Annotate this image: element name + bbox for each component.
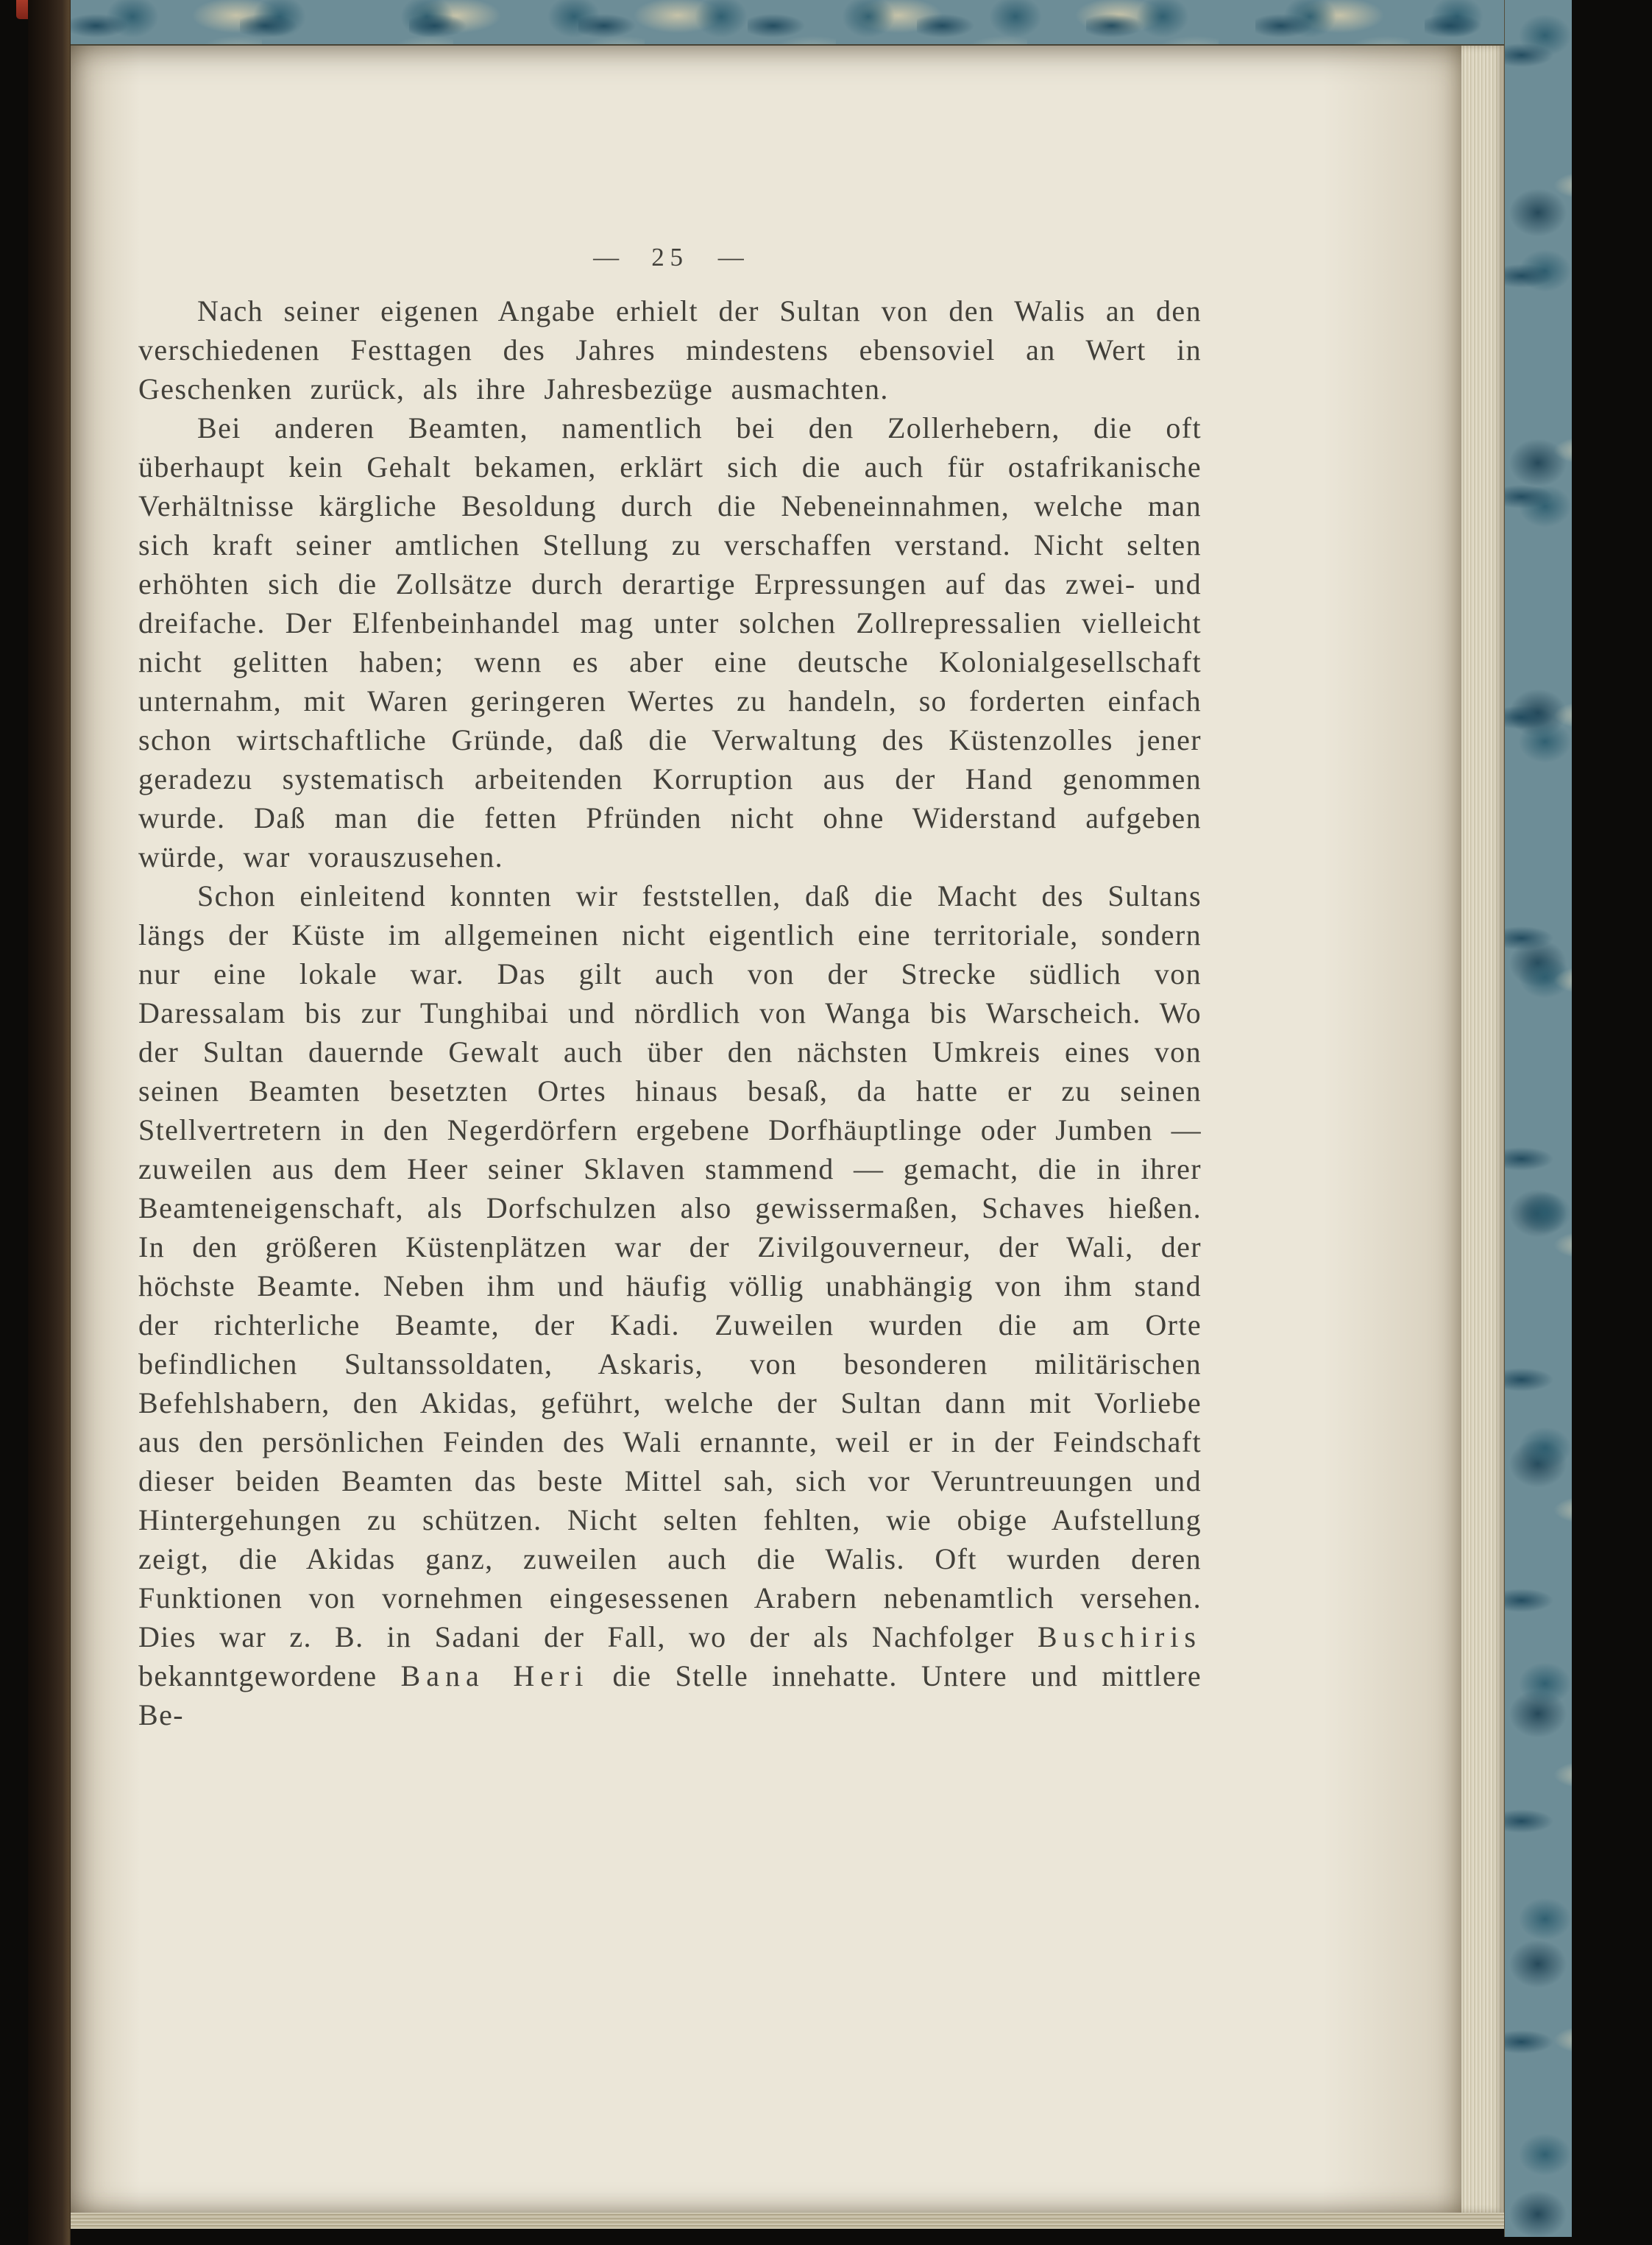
marbled-paper-top-edge: [71, 0, 1504, 46]
text-segment: Bei anderen Beamten, namentlich bei den Zollerhebern, die oft überhaupt kein Gehalt bekamen, erklärt sich die auch für ostafrikanische Verhältnisse kärgliche Besoldung durch die Nebeneinnahmen, welche man sich kraft seiner amtlichen Stellung zu verschaffen verstand. Nicht selten erhöhten sich die Zollsätze durch derartige Erpressungen auf das zwei- und dreifache. Der Elfenbeinhandel mag unter solchen Zollrepressalien vielleicht nicht gelitten haben; wenn es aber eine deutsche Kolonialgesellschaft unternahm, mit Waren geringeren Wertes zu handeln, so forderten einfach schon wirtschaftliche Gründe, daß die Verwaltung des Küstenzolles jener geradezu systematisch arbeitenden Korruption aus der Hand genommen wurde. Daß man die fetten Pfründen nicht ohne Widerstand aufgeben würde, war vorauszusehen.: [138, 411, 1202, 873]
book-page: [71, 46, 1461, 2213]
page-number-value: 25: [651, 243, 689, 272]
marbled-paper-board: [1504, 0, 1572, 2237]
text-segment: Nach seiner eigenen Angabe erhielt der Sultan von den Walis an den verschiedenen Festtagen des Jahres mindestens ebensoviel an Wert in Geschenken zurück, als ihre Jahresbezüge ausmachten.: [138, 294, 1202, 405]
text-segment: Schon einleitend konnten wir feststellen, daß die Macht des Sultans längs der Küste im allgemeinen nicht eigentlich eine territoriale, sondern nur eine lokale war. Das gilt auch von der Strecke südlich von Daressalam bis zur Tunghibai und nördlich von Wanga bis Warscheich. Wo der Sultan dauernde Gewalt auch über den nächsten Umkreis eines von seinen Beamten besetzten Ortes hinaus besaß, da hatte er zu seinen Stellvertretern in den Negerdörfern ergebene Dorfhäuptlinge oder Jumben — zuweilen aus dem Heer seiner Sklaven stammend — gemacht, die in ihrer Beamteneigenschaft, als Dorfschulzen also gewissermaßen, Schaves hießen. In den größeren Küstenplätzen war der Zivilgouverneur, der Wali, der höchste Beamte. Neben ihm und häufig völlig unabhängig von ihm stand der richterliche Beamte, der Kadi. Zuweilen wurden die am Orte befindlichen Sultanssoldaten, Askaris, von besonderen militärischen Befehlshabern, den Akidas, geführt, welche der Sultan dann mit Vorliebe aus den persönlichen Feinden des Wali ernannte, weil er in der Feindschaft dieser beiden Beamten das beste Mittel sah, sich vor Veruntreuungen und Hintergehungen zu schützen. Nicht selten fehlten, wie obige Aufstellung zeigt, die Akidas ganz, zuweilen auch die Walis. Oft wurden deren Funktionen von vornehmen eingesessenen Arabern nebenamtlich versehen. Dies war z. B. in Sadani der Fall, wo der als Nachfolger: [138, 879, 1202, 1653]
page-block-fore-edge: [1461, 46, 1504, 2213]
page-text: [138, 291, 1202, 1734]
page-block-bottom-edge: [71, 2213, 1504, 2229]
paragraph: [138, 876, 1202, 1734]
text-segment: die Stelle innehatte. Untere und mittlere Be-: [138, 1659, 1202, 1731]
text-segment: bekanntgewordene: [138, 1659, 401, 1692]
page-number: [138, 243, 1202, 272]
paragraph: [138, 408, 1202, 876]
paragraph: [138, 291, 1202, 408]
letterspaced-name: Buschiris: [1037, 1620, 1202, 1653]
page-number-dash-right: —: [717, 243, 747, 272]
letterspaced-name: Bana Heri: [400, 1659, 589, 1692]
page-number-dash-left: —: [593, 243, 623, 272]
book-spine-edge: [28, 0, 71, 2245]
